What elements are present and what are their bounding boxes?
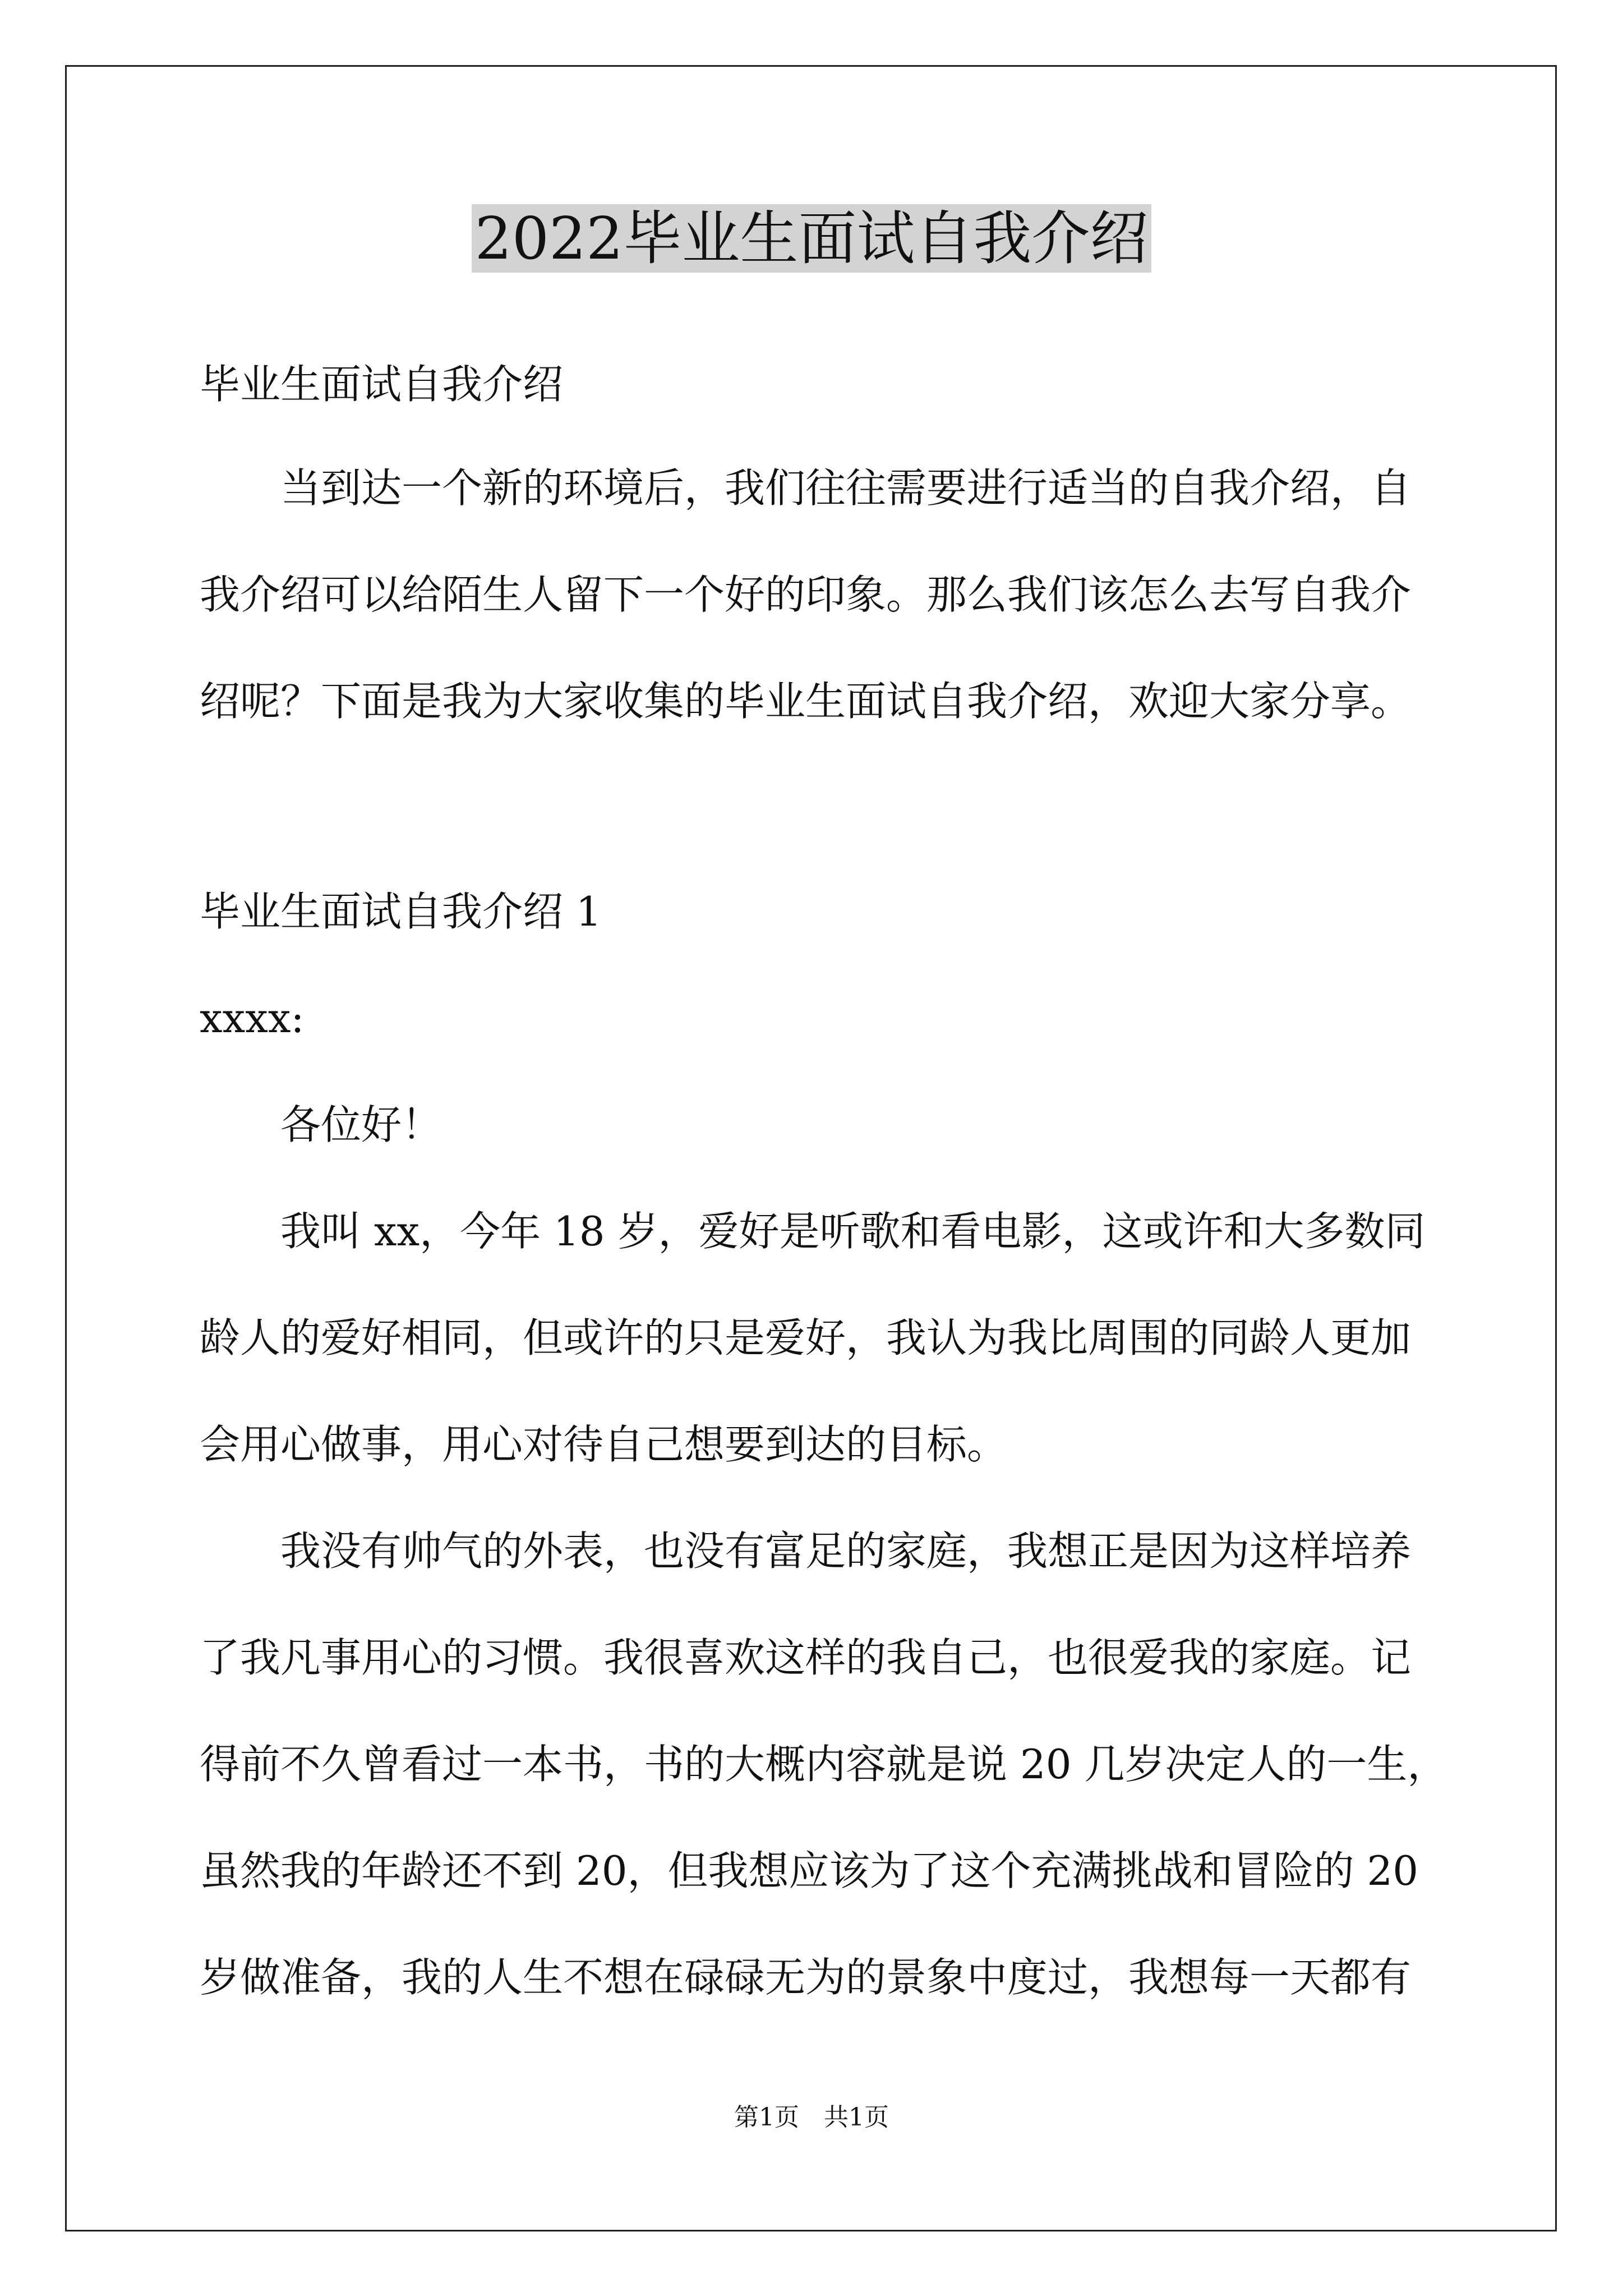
- document-title-text: 2022毕业生面试自我介绍: [472, 204, 1152, 273]
- document-title: [0, 196, 1623, 280]
- section-heading: 毕业生面试自我介绍 1: [200, 888, 602, 935]
- greeting: 各位好！: [280, 1101, 442, 1148]
- paragraph-line: 我叫 xx，今年 18 岁，爱好是听歌和看电影，这或许和大多数同: [280, 1208, 1426, 1255]
- paragraph-line: 虽然我的年龄还不到 20，但我想应该为了这个充满挑战和冒险的 20: [200, 1847, 1419, 1894]
- paragraph-line: 得前不久曾看过一本书，书的大概内容就是说 20 几岁决定人的一生，: [200, 1741, 1448, 1788]
- paragraph-line: 我没有帅气的外表，也没有富足的家庭，我想正是因为这样培养: [280, 1527, 1412, 1575]
- salutation: xxxx:: [200, 995, 305, 1042]
- paragraph-line: 了我凡事用心的习惯。我很喜欢这样的我自己，也很爱我的家庭。记: [200, 1634, 1412, 1681]
- paragraph-line: 岁做准备，我的人生不想在碌碌无为的景象中度过，我想每一天都有: [200, 1954, 1412, 2001]
- subtitle: 毕业生面试自我介绍: [200, 361, 564, 408]
- page-footer: 第1页 共1页: [734, 2103, 889, 2132]
- intro-line: 我介绍可以给陌生人留下一个好的印象。那么我们该怎么去写自我介: [200, 571, 1412, 618]
- paragraph-line: 会用心做事，用心对待自己想要到达的目标。: [200, 1421, 1008, 1468]
- intro-line: 当到达一个新的环境后，我们往往需要进行适当的自我介绍，自: [280, 464, 1412, 512]
- intro-line: 绍呢？下面是我为大家收集的毕业生面试自我介绍，欢迎大家分享。: [200, 678, 1412, 725]
- paragraph-line: 龄人的爱好相同，但或许的只是爱好，我认为我比周围的同龄人更加: [200, 1314, 1412, 1361]
